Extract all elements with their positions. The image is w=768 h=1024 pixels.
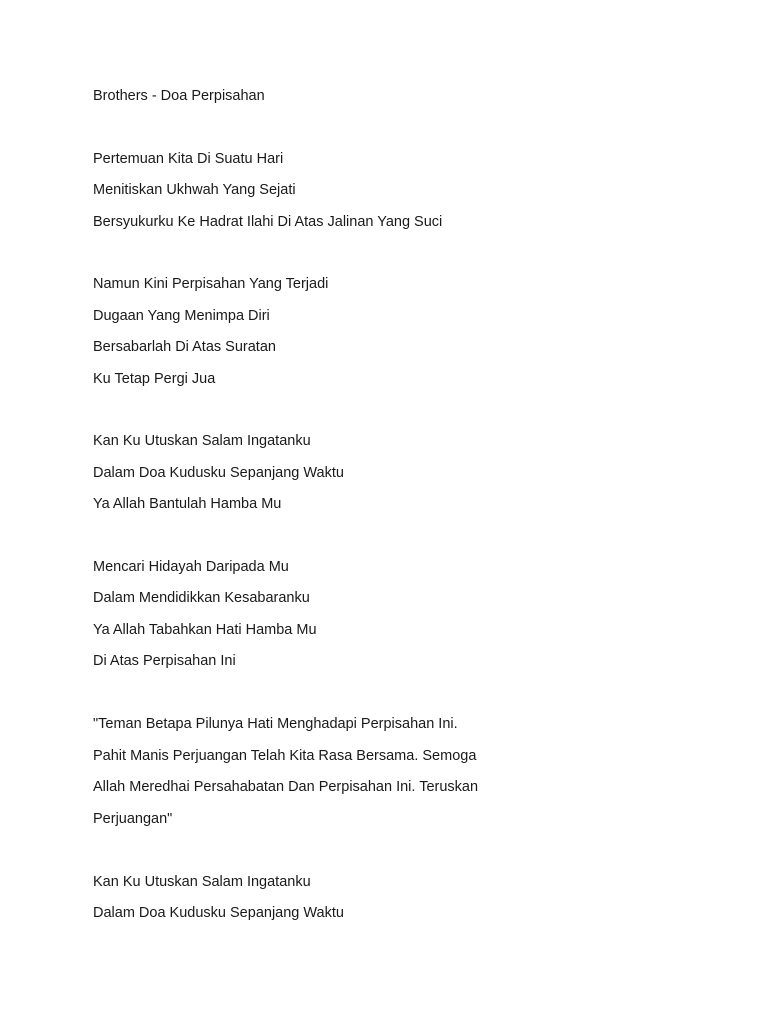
verse3-line-3: Ya Allah Tabahkan Hati Hamba Mu	[93, 622, 317, 638]
verse2-line-3: Bersabarlah Di Atas Suratan	[93, 339, 276, 355]
document-title: Brothers - Doa Perpisahan	[93, 88, 265, 104]
verse1-line-3: Bersyukurku Ke Hadrat Ilahi Di Atas Jalinan Yang Suci	[93, 214, 443, 230]
chorus2-line-2: Dalam Doa Kudusku Sepanjang Waktu	[93, 905, 344, 921]
verse1-line-2: Menitiskan Ukhwah Yang Sejati	[93, 182, 296, 198]
verse1-line-1: Pertemuan Kita Di Suatu Hari	[93, 151, 284, 167]
spoken-line-1: "Teman Betapa Pilunya Hati Menghadapi Perpisahan Ini.	[93, 716, 458, 732]
chorus1-line-2: Dalam Doa Kudusku Sepanjang Waktu	[93, 465, 344, 481]
verse2-line-1: Namun Kini Perpisahan Yang Terjadi	[93, 276, 329, 292]
verse3-line-4: Di Atas Perpisahan Ini	[93, 653, 236, 669]
spoken-line-2: Pahit Manis Perjuangan Telah Kita Rasa Bersama. Semoga	[93, 748, 477, 764]
chorus1-line-1: Kan Ku Utuskan Salam Ingatanku	[93, 433, 311, 449]
verse2-line-2: Dugaan Yang Menimpa Diri	[93, 308, 270, 324]
spoken-line-3: Allah Meredhai Persahabatan Dan Perpisahan Ini. Teruskan	[93, 779, 479, 795]
spoken-line-4: Perjuangan"	[93, 811, 173, 827]
verse2-line-4: Ku Tetap Pergi Jua	[93, 371, 216, 387]
verse3-line-2: Dalam Mendidikkan Kesabaranku	[93, 590, 310, 606]
chorus2-line-1: Kan Ku Utuskan Salam Ingatanku	[93, 874, 311, 890]
chorus1-line-3: Ya Allah Bantulah Hamba Mu	[93, 496, 282, 512]
verse3-line-1: Mencari Hidayah Daripada Mu	[93, 559, 289, 575]
